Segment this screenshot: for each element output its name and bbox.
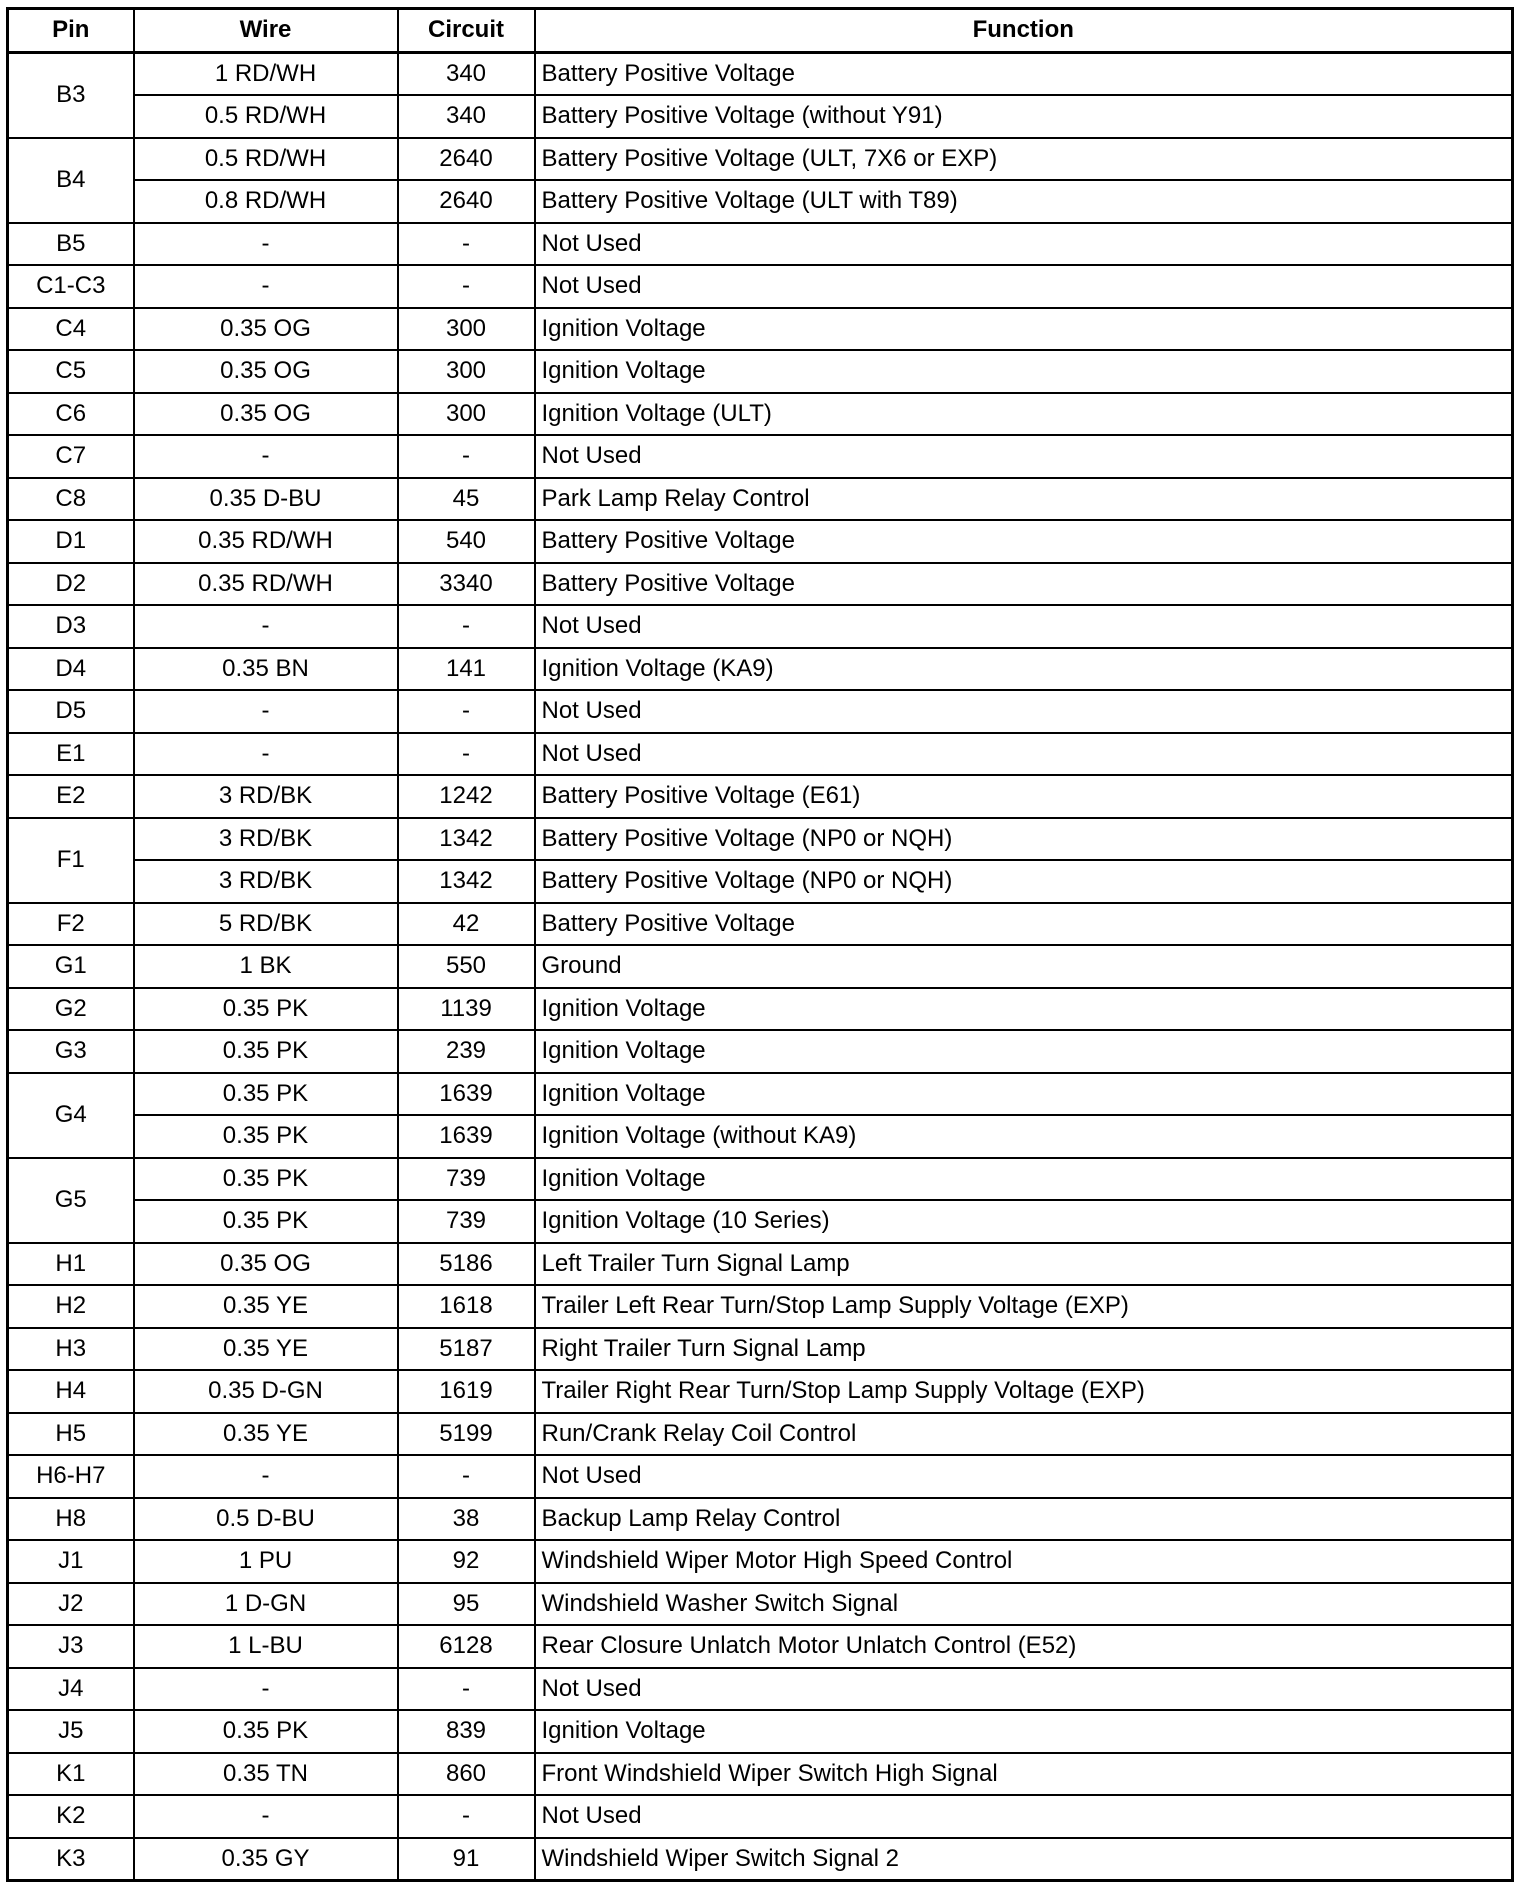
circuit-cell: 540 — [398, 520, 535, 563]
header-pin: Pin — [8, 9, 134, 53]
function-cell: Battery Positive Voltage (without Y91) — [535, 95, 1513, 138]
table-row — [8, 648, 1513, 691]
pin-cell: J1 — [8, 1540, 134, 1583]
wire-cell: 0.35 YE — [134, 1285, 398, 1328]
table-row — [8, 945, 1513, 988]
wire-cell: 0.35 PK — [134, 1073, 398, 1116]
function-cell: Windshield Washer Switch Signal — [535, 1583, 1513, 1626]
table-row — [8, 1455, 1513, 1498]
circuit-cell: 42 — [398, 903, 535, 946]
pin-cell: B5 — [8, 223, 134, 266]
pin-cell: H2 — [8, 1285, 134, 1328]
pin-cell: C5 — [8, 350, 134, 393]
pin-cell: D4 — [8, 648, 134, 691]
table-row — [8, 903, 1513, 946]
circuit-cell: - — [398, 265, 535, 308]
function-cell: Ignition Voltage — [535, 988, 1513, 1031]
function-cell: Not Used — [535, 1668, 1513, 1711]
pin-cell: C1-C3 — [8, 265, 134, 308]
circuit-cell: 3340 — [398, 563, 535, 606]
wire-cell: 0.35 RD/WH — [134, 563, 398, 606]
function-cell: Ignition Voltage — [535, 1030, 1513, 1073]
circuit-cell: 2640 — [398, 180, 535, 223]
table-row — [8, 1370, 1513, 1413]
function-cell: Not Used — [535, 690, 1513, 733]
table-row — [8, 1540, 1513, 1583]
circuit-cell: 95 — [398, 1583, 535, 1626]
circuit-cell: - — [398, 1455, 535, 1498]
pin-cell: E2 — [8, 775, 134, 818]
table-row — [8, 1795, 1513, 1838]
table-row — [8, 733, 1513, 776]
pin-cell: C4 — [8, 308, 134, 351]
wire-cell: 0.35 TN — [134, 1753, 398, 1796]
table-row — [8, 605, 1513, 648]
function-cell: Not Used — [535, 1795, 1513, 1838]
function-cell: Right Trailer Turn Signal Lamp — [535, 1328, 1513, 1371]
function-cell: Windshield Wiper Switch Signal 2 — [535, 1838, 1513, 1881]
wire-cell: - — [134, 733, 398, 776]
table-row — [8, 1200, 1513, 1243]
table-row — [8, 1243, 1513, 1286]
function-cell: Trailer Left Rear Turn/Stop Lamp Supply Voltage (EXP) — [535, 1285, 1513, 1328]
circuit-cell: - — [398, 733, 535, 776]
circuit-cell: 1618 — [398, 1285, 535, 1328]
table-row — [8, 180, 1513, 223]
table-row — [8, 988, 1513, 1031]
wire-cell: 1 D-GN — [134, 1583, 398, 1626]
table-row — [8, 1583, 1513, 1626]
circuit-cell: - — [398, 690, 535, 733]
wire-cell: 0.5 RD/WH — [134, 138, 398, 181]
wire-cell: 3 RD/BK — [134, 860, 398, 903]
pin-cell: J5 — [8, 1710, 134, 1753]
function-cell: Ground — [535, 945, 1513, 988]
pin-cell: D1 — [8, 520, 134, 563]
wire-cell: 0.5 D-BU — [134, 1498, 398, 1541]
table-row — [8, 1073, 1513, 1116]
wire-cell: 0.35 OG — [134, 350, 398, 393]
function-cell: Not Used — [535, 733, 1513, 776]
table-row — [8, 1413, 1513, 1456]
function-cell: Front Windshield Wiper Switch High Signal — [535, 1753, 1513, 1796]
function-cell: Not Used — [535, 605, 1513, 648]
circuit-cell: 6128 — [398, 1625, 535, 1668]
pin-cell: G3 — [8, 1030, 134, 1073]
table-row — [8, 1328, 1513, 1371]
wire-cell: 1 BK — [134, 945, 398, 988]
table-row — [8, 1158, 1513, 1201]
header-row — [8, 9, 1513, 53]
wire-cell: 0.35 D-BU — [134, 478, 398, 521]
pin-cell: C7 — [8, 435, 134, 478]
function-cell: Run/Crank Relay Coil Control — [535, 1413, 1513, 1456]
table-row — [8, 1030, 1513, 1073]
circuit-cell: 1639 — [398, 1115, 535, 1158]
table-row — [8, 520, 1513, 563]
table-row — [8, 435, 1513, 478]
circuit-cell: 739 — [398, 1158, 535, 1201]
circuit-cell: 340 — [398, 95, 535, 138]
function-cell: Battery Positive Voltage — [535, 903, 1513, 946]
table-row — [8, 223, 1513, 266]
circuit-cell: 839 — [398, 1710, 535, 1753]
wire-cell: 3 RD/BK — [134, 775, 398, 818]
function-cell: Ignition Voltage — [535, 350, 1513, 393]
circuit-cell: 1242 — [398, 775, 535, 818]
function-cell: Not Used — [535, 265, 1513, 308]
wire-cell: 5 RD/BK — [134, 903, 398, 946]
function-cell: Ignition Voltage — [535, 1710, 1513, 1753]
table-row — [8, 95, 1513, 138]
circuit-cell: 860 — [398, 1753, 535, 1796]
function-cell: Park Lamp Relay Control — [535, 478, 1513, 521]
table-row — [8, 393, 1513, 436]
pin-cell: H6-H7 — [8, 1455, 134, 1498]
wire-cell: 0.35 GY — [134, 1838, 398, 1881]
circuit-cell: - — [398, 605, 535, 648]
table-row — [8, 350, 1513, 393]
circuit-cell: 5186 — [398, 1243, 535, 1286]
function-cell: Ignition Voltage — [535, 1158, 1513, 1201]
table-row — [8, 818, 1513, 861]
pin-cell: G2 — [8, 988, 134, 1031]
pin-cell: H5 — [8, 1413, 134, 1456]
circuit-cell: - — [398, 435, 535, 478]
wire-cell: - — [134, 265, 398, 308]
circuit-cell: 5187 — [398, 1328, 535, 1371]
function-cell: Battery Positive Voltage (ULT, 7X6 or EXP) — [535, 138, 1513, 181]
function-cell: Ignition Voltage (10 Series) — [535, 1200, 1513, 1243]
pin-cell: G5 — [8, 1158, 134, 1243]
pin-cell: J2 — [8, 1583, 134, 1626]
circuit-cell: - — [398, 223, 535, 266]
table-row — [8, 308, 1513, 351]
wire-cell: 0.35 YE — [134, 1328, 398, 1371]
wire-cell: 0.35 PK — [134, 1710, 398, 1753]
function-cell: Battery Positive Voltage (E61) — [535, 775, 1513, 818]
circuit-cell: 239 — [398, 1030, 535, 1073]
table-row — [8, 138, 1513, 181]
circuit-cell: 739 — [398, 1200, 535, 1243]
wire-cell: 0.35 YE — [134, 1413, 398, 1456]
pin-cell: B4 — [8, 138, 134, 223]
table-row — [8, 563, 1513, 606]
pin-cell: K2 — [8, 1795, 134, 1838]
wire-cell: 0.35 PK — [134, 988, 398, 1031]
function-cell: Battery Positive Voltage — [535, 520, 1513, 563]
wire-cell: - — [134, 223, 398, 266]
wire-cell: - — [134, 690, 398, 733]
pin-cell: J4 — [8, 1668, 134, 1711]
header-function: Function — [535, 9, 1513, 53]
function-cell: Battery Positive Voltage — [535, 563, 1513, 606]
table-row — [8, 1668, 1513, 1711]
header-circuit: Circuit — [398, 9, 535, 53]
wire-cell: - — [134, 1668, 398, 1711]
pin-cell: J3 — [8, 1625, 134, 1668]
table-row — [8, 1753, 1513, 1796]
wire-cell: 0.35 OG — [134, 1243, 398, 1286]
pin-cell: K3 — [8, 1838, 134, 1881]
table-body — [8, 52, 1513, 1881]
function-cell: Backup Lamp Relay Control — [535, 1498, 1513, 1541]
function-cell: Battery Positive Voltage (NP0 or NQH) — [535, 818, 1513, 861]
table-row — [8, 478, 1513, 521]
wire-cell: - — [134, 605, 398, 648]
pin-cell: F1 — [8, 818, 134, 903]
function-cell: Battery Positive Voltage (NP0 or NQH) — [535, 860, 1513, 903]
circuit-cell: 1342 — [398, 860, 535, 903]
wire-cell: 0.35 RD/WH — [134, 520, 398, 563]
pin-cell: F2 — [8, 903, 134, 946]
pin-cell: D3 — [8, 605, 134, 648]
function-cell: Battery Positive Voltage (ULT with T89) — [535, 180, 1513, 223]
pin-cell: G4 — [8, 1073, 134, 1158]
circuit-cell: 300 — [398, 308, 535, 351]
pin-cell: D5 — [8, 690, 134, 733]
function-cell: Not Used — [535, 223, 1513, 266]
table-row — [8, 690, 1513, 733]
table-row — [8, 1838, 1513, 1881]
function-cell: Ignition Voltage — [535, 1073, 1513, 1116]
pin-cell: D2 — [8, 563, 134, 606]
wire-cell: 3 RD/BK — [134, 818, 398, 861]
wire-cell: 0.5 RD/WH — [134, 95, 398, 138]
table-row — [8, 1498, 1513, 1541]
circuit-cell: 2640 — [398, 138, 535, 181]
function-cell: Battery Positive Voltage — [535, 52, 1513, 95]
pin-cell: H1 — [8, 1243, 134, 1286]
table-row — [8, 1625, 1513, 1668]
circuit-cell: - — [398, 1795, 535, 1838]
table-row — [8, 52, 1513, 95]
function-cell: Ignition Voltage — [535, 308, 1513, 351]
circuit-cell: 1139 — [398, 988, 535, 1031]
circuit-cell: 550 — [398, 945, 535, 988]
circuit-cell: 1619 — [398, 1370, 535, 1413]
circuit-cell: 1342 — [398, 818, 535, 861]
wire-cell: 0.35 PK — [134, 1200, 398, 1243]
function-cell: Left Trailer Turn Signal Lamp — [535, 1243, 1513, 1286]
wire-cell: 0.35 OG — [134, 308, 398, 351]
wire-cell: - — [134, 435, 398, 478]
function-cell: Not Used — [535, 435, 1513, 478]
table-row — [8, 775, 1513, 818]
wire-cell: 0.35 D-GN — [134, 1370, 398, 1413]
wire-cell: 0.35 PK — [134, 1158, 398, 1201]
pin-cell: C6 — [8, 393, 134, 436]
function-cell: Ignition Voltage (without KA9) — [535, 1115, 1513, 1158]
wire-cell: 0.35 BN — [134, 648, 398, 691]
wire-cell: 0.35 PK — [134, 1115, 398, 1158]
circuit-cell: - — [398, 1668, 535, 1711]
wire-cell: 0.8 RD/WH — [134, 180, 398, 223]
wire-cell: 1 L-BU — [134, 1625, 398, 1668]
table-row — [8, 860, 1513, 903]
function-cell: Trailer Right Rear Turn/Stop Lamp Supply Voltage (EXP) — [535, 1370, 1513, 1413]
pin-cell: G1 — [8, 945, 134, 988]
function-cell: Rear Closure Unlatch Motor Unlatch Control (E52) — [535, 1625, 1513, 1668]
wire-cell: 1 PU — [134, 1540, 398, 1583]
table-row — [8, 1285, 1513, 1328]
function-cell: Ignition Voltage (KA9) — [535, 648, 1513, 691]
circuit-cell: 38 — [398, 1498, 535, 1541]
circuit-cell: 45 — [398, 478, 535, 521]
function-cell: Windshield Wiper Motor High Speed Control — [535, 1540, 1513, 1583]
wire-cell: 0.35 OG — [134, 393, 398, 436]
function-cell: Ignition Voltage (ULT) — [535, 393, 1513, 436]
wire-cell: 1 RD/WH — [134, 52, 398, 95]
circuit-cell: 1639 — [398, 1073, 535, 1116]
circuit-cell: 91 — [398, 1838, 535, 1881]
header-wire: Wire — [134, 9, 398, 53]
connector-pinout-table — [6, 7, 1514, 1882]
wire-cell: 0.35 PK — [134, 1030, 398, 1073]
circuit-cell: 5199 — [398, 1413, 535, 1456]
circuit-cell: 300 — [398, 350, 535, 393]
pin-cell: B3 — [8, 52, 134, 138]
wire-cell: - — [134, 1455, 398, 1498]
pin-cell: H3 — [8, 1328, 134, 1371]
pin-cell: K1 — [8, 1753, 134, 1796]
pin-cell: H8 — [8, 1498, 134, 1541]
circuit-cell: 92 — [398, 1540, 535, 1583]
circuit-cell: 300 — [398, 393, 535, 436]
circuit-cell: 141 — [398, 648, 535, 691]
pin-cell: E1 — [8, 733, 134, 776]
function-cell: Not Used — [535, 1455, 1513, 1498]
pin-cell: C8 — [8, 478, 134, 521]
pin-cell: H4 — [8, 1370, 134, 1413]
table-row — [8, 265, 1513, 308]
table-row — [8, 1115, 1513, 1158]
circuit-cell: 340 — [398, 52, 535, 95]
table-row — [8, 1710, 1513, 1753]
wire-cell: - — [134, 1795, 398, 1838]
